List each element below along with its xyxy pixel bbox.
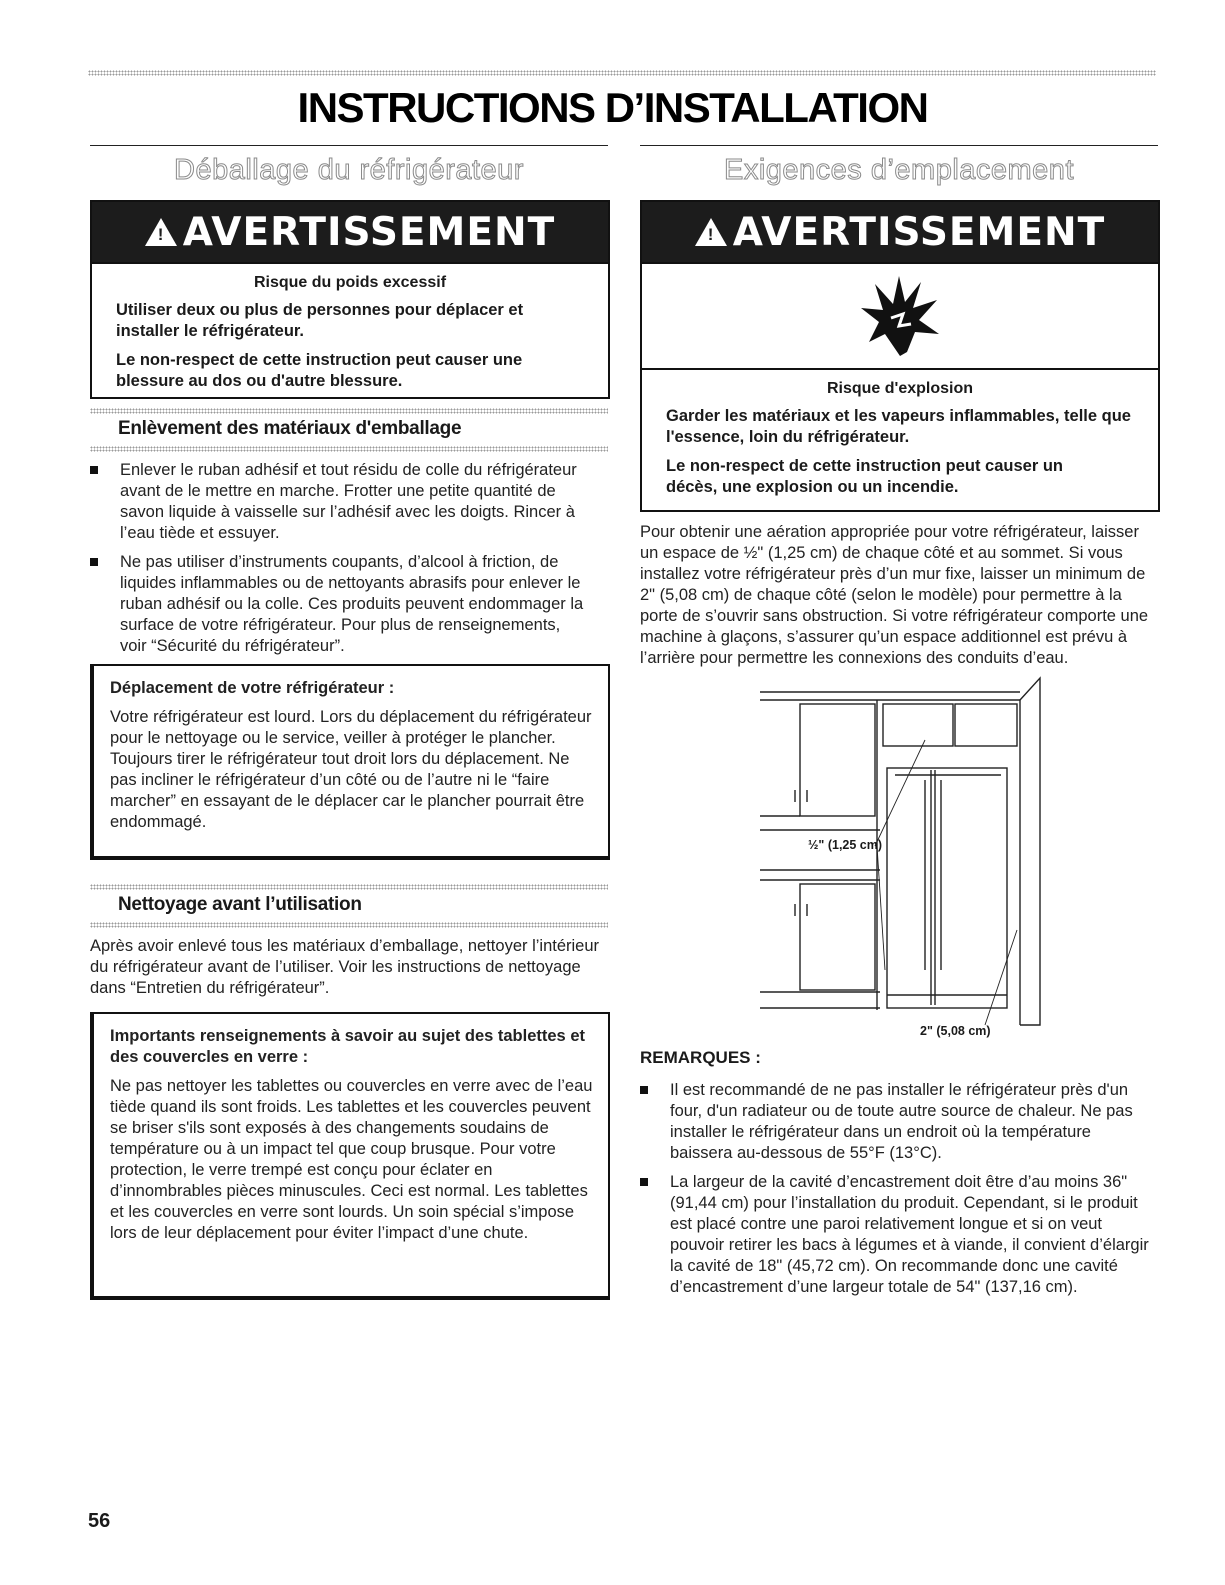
moving-info-box bbox=[90, 664, 610, 860]
glass-heading: Importants renseignements à savoir au sujet des tablettes et des couvercles en verre : bbox=[110, 1027, 585, 1066]
right-section-title: Exigences d’emplacement bbox=[723, 154, 1074, 186]
warning-instruction: Garder les matériaux et les vapeurs inflammables, telle que l'essence, loin du réfrigérateur. bbox=[666, 407, 1131, 446]
explosion-icon bbox=[855, 274, 945, 358]
cleaning-heading: Nettoyage avant l’utilisation bbox=[118, 894, 362, 915]
warning-banner bbox=[642, 202, 1158, 264]
list-item: Ne pas utiliser d’instruments coupants, d’alcool à friction, de liquides inflammables ou de nettoyants abrasifs pour enlever le ruban adhésif ou la colle. Ces produits peuvent endommager la surface de votre réfrigérateur. Pour plus de renseignements, voir “Sécurité du réfrigérateur”. bbox=[90, 552, 585, 657]
two-inch-label: 2" (5,08 cm) bbox=[920, 1024, 991, 1038]
warning-label: AVERTISSEMENT bbox=[732, 209, 1106, 255]
half-inch-label: ½" (1,25 cm) bbox=[808, 838, 883, 852]
warning-label: AVERTISSEMENT bbox=[182, 209, 556, 255]
left-section-title: Déballage du réfrigérateur bbox=[174, 154, 524, 186]
placement-intro: Pour obtenir une aération appropriée pour votre réfrigérateur, laisser un espace de ½" (1,25 cm) de chaque côté et au sommet. Si vous installez votre réfrigérateur près d’un mur fixe, laisser un minimum de 2" (5,08 cm) de chaque côté (selon le modèle) pour permettre à la porte de s’ouvrir sans obstruction. Si votre réfrigérateur comporte une machine à glaçons, s’assurer qu’un espace additionnel est prévu à l’arrière pour permettre les connexions des conduits d’eau. bbox=[640, 523, 1149, 667]
packaging-bottom-rule bbox=[90, 446, 608, 452]
right-section-rule bbox=[640, 145, 1158, 146]
remarks-heading: REMARQUES : bbox=[640, 1048, 761, 1067]
cleaning-top-rule bbox=[90, 884, 608, 890]
page-number: 56 bbox=[88, 1510, 111, 1532]
top-dotted-rule bbox=[88, 70, 1156, 76]
warning-consequence: Le non-respect de cette instruction peut causer une blessure au dos ou d'autre blessure. bbox=[116, 351, 523, 390]
warning-hazard: Risque du poids excessif bbox=[253, 274, 447, 291]
glass-text: Ne pas nettoyer les tablettes ou couvercles en verre avec de l’eau tiède quand ils sont froids. Les tablettes et les couvercles peuvent se briser s'ils sont exposés à des changements soudains de température ou à un impact tel que coup brusque. Pour votre protection, le verre trempé est conçu pour éclater en d’innombrables pièces minuscules. Ceci est normal. Les tablettes et les couvercles en verre sont lourds. Un soin spécial s’impose lors de leur déplacement pour éviter l’impact d’une chute. bbox=[110, 1077, 593, 1242]
clearance-diagram bbox=[755, 670, 1055, 1040]
glass-info-box bbox=[90, 1012, 610, 1300]
cleaning-bottom-rule bbox=[90, 922, 608, 928]
warning-consequence: Le non-respect de cette instruction peut causer un décès, une explosion ou un incendie. bbox=[666, 457, 1063, 496]
explosion-warning-box bbox=[640, 200, 1160, 512]
packaging-list bbox=[90, 460, 585, 665]
page-title: INSTRUCTIONS D’INSTALLATION bbox=[297, 84, 928, 131]
warning-banner bbox=[92, 202, 608, 264]
warning-triangle-icon: ! bbox=[695, 218, 727, 246]
list-item: Enlever le ruban adhésif et tout résidu de colle du réfrigérateur avant de le mettre en marche. Frotter une petite quantité de savon liquide à vaisselle sur l’adhésif avec les doigts. Rincer à l’eau tiède et essuyer. bbox=[90, 460, 585, 544]
cleaning-text: Après avoir enlevé tous les matériaux d’emballage, nettoyer l’intérieur du réfrigérateur avant de l’utiliser. Voir les instructions de nettoyage dans “Entretien du réfrigérateur”. bbox=[90, 937, 600, 997]
list-item: La largeur de la cavité d’encastrement doit être d’au moins 36" (91,44 cm) pour l’installation du produit. Cependant, si le produit est placé contre une paroi relativement longue et si on veut pouvoir retirer les bacs à légumes et à viande, il convient d’élargir la cavité de 18" (45,72 cm). On recommande donc une cavité d’encastrement d’une largeur totale de 54" (137,16 cm). bbox=[640, 1172, 1155, 1298]
moving-text: Votre réfrigérateur est lourd. Lors du déplacement du réfrigérateur pour le nettoyage ou le service, veiller à protéger le plancher. Toujours tirer le réfrigérateur tout droit lors du déplacement. Ne pas incliner le réfrigérateur d’un côté ou de l’autre ni le “faire marcher” en essayant de le déplacer car le plancher pourrait être endommagé. bbox=[110, 708, 592, 831]
warning-triangle-icon: ! bbox=[145, 218, 177, 246]
explosion-icon-area bbox=[642, 264, 1158, 370]
remarks-list bbox=[640, 1080, 1155, 1306]
warning-instruction: Utiliser deux ou plus de personnes pour déplacer et installer le réfrigérateur. bbox=[116, 301, 524, 340]
left-section-rule bbox=[90, 145, 608, 146]
list-item: Il est recommandé de ne pas installer le réfrigérateur près d'un four, d'un radiateur ou de toute autre source de chaleur. Ne pas installer le réfrigérateur dans un endroit où la température baissera au-dessous de 55°F (13°C). bbox=[640, 1080, 1155, 1164]
packaging-top-rule bbox=[90, 408, 608, 414]
packaging-heading: Enlèvement des matériaux d'emballage bbox=[118, 418, 462, 439]
warning-hazard: Risque d'explosion bbox=[826, 380, 974, 397]
weight-warning-box bbox=[90, 200, 610, 399]
moving-heading: Déplacement de votre réfrigérateur : bbox=[110, 679, 395, 697]
